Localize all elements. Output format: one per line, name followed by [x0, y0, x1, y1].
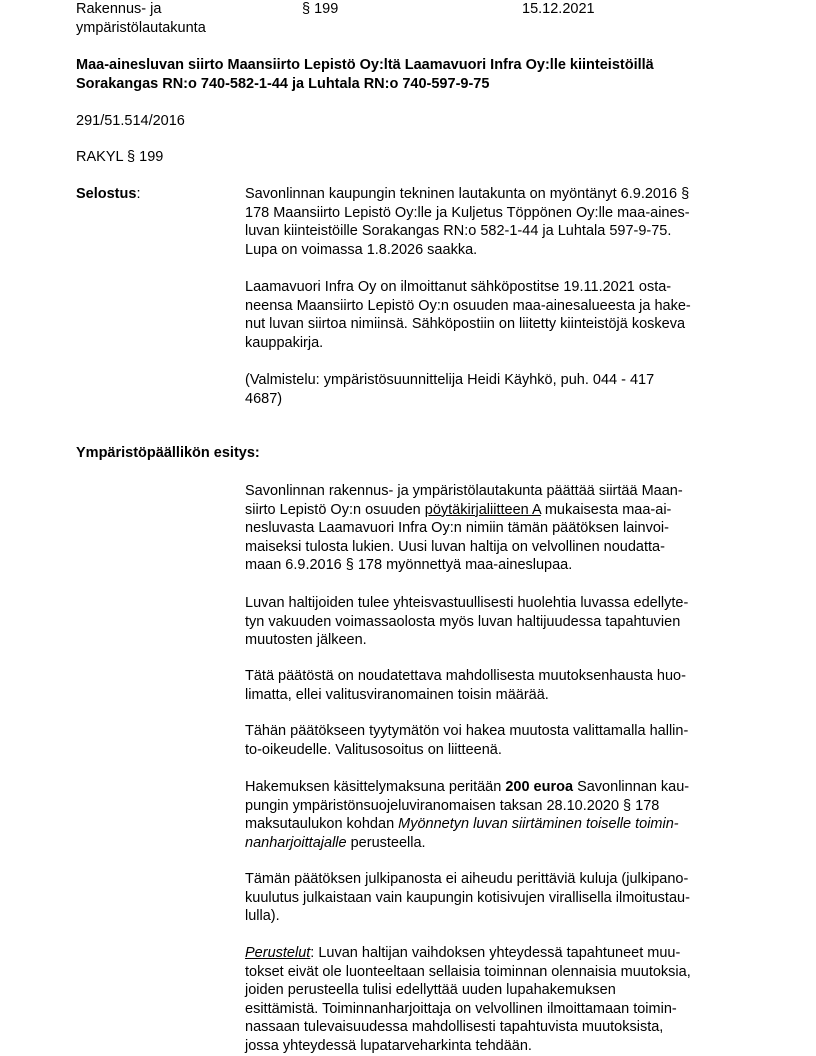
title-line2: Sorakangas RN:o 740-582-1-44 ja Luhtala RN:o 740-597-9-75 [76, 75, 490, 92]
selostus-paragraph-3: (Valmistelu: ympäristösuunnittelija Heidi Käyhkö, puh. 044 - 417 4687) [245, 372, 655, 407]
record-number: 291/51.514/2016 [76, 113, 185, 129]
esitys-paragraph-7: Perustelut: Luvan haltijan vaihdoksen yhteydessä tapahtuneet muu- tokset eivät ole luonteeltaan sellaisia toiminnan olennaisia muutoksia, joiden perusteella tulisi edellyttää uuden lupahakemuksen esittämistä. Toiminnanharjoittaja on velvollinen ilmoittamaan toimin- nassaan tulevaisuudessa mahdollisesti tapahtuvista muutoksista, jossa yhteydessä lupatarveharkinta tehdään. [245, 945, 691, 1054]
esitys-paragraph-1: Savonlinnan rakennus- ja ympäristölautakunta päättää siirtää Maan- siirto Lepistö Oy:n osuuden pöytäkirjaliitteen A mukaisesta maa-ai- nesluvasta Laamavuori Infra Oy:n nimiin tämän päätöksen lainvoi- maiseksi tulosta lukien. Uusi luvan haltija on velvollinen noudatta- maan 6.9.2016 § 178 myönnettyä maa-aineslupaa. [245, 483, 683, 574]
selostus-paragraph-2: Laamavuori Infra Oy on ilmoittanut sähköpostitse 19.11.2021 osta- neensa Maansiirto Lepistö Oy:n osuuden maa-ainesalueesta ja hake- nut luvan siirtoa nimiinsä. Sähköpostiin on liitetty kiinteistöjä koskeva kauppakirja. [245, 279, 691, 351]
rakyl-reference: RAKYL § 199 [76, 149, 164, 165]
selostus-paragraph-1: Savonlinnan kaupungin tekninen lautakunta on myöntänyt 6.9.2016 § 178 Maansiirto Lepistö Oy:lle ja Kuljetus Töppönen Oy:lle maa-aines- luvan kiinteistöille Sorakangas RN:o 582-1-44 ja Luhtala 597-9-75. Lupa on voimassa 1.8.2026 saakka. [245, 186, 690, 258]
esitys-paragraph-3: Tätä päätöstä on noudatettava mahdollisesta muutoksenhausta huo- limatta, ellei valitusviranomainen toisin määrää. [245, 668, 686, 703]
header-date: 15.12.2021 [522, 1, 595, 17]
fee-amount: 200 euroa [505, 779, 574, 795]
selostus-label: Selostus: [76, 186, 141, 202]
page-title [76, 56, 654, 93]
header-board [76, 0, 206, 37]
esitys-heading: Ympäristöpäällikön esitys: [76, 445, 260, 461]
perustelut-label: Perustelut [245, 945, 311, 961]
header-board-line2: ympäristölautakunta [76, 19, 206, 36]
attachment-a-link[interactable]: pöytäkirjaliitteen A [424, 501, 541, 518]
esitys-paragraph-4: Tähän päätökseen tyytymätön voi hakea muutosta valittamalla hallin- to-oikeudelle. Valitusosoitus on liitteenä. [245, 723, 689, 758]
title-line1: Maa-ainesluvan siirto Maansiirto Lepistö Oy:ltä Laamavuori Infra Oy:lle kiinteistöillä [76, 57, 654, 73]
esitys-paragraph-2: Luvan haltijoiden tulee yhteisvastuullisesti huolehtia luvassa edellyte- tyn vakuuden voimassaolosta myös luvan haltijuudessa tapahtuvien muutosten jälkeen. [245, 595, 689, 649]
header-section: § 199 [302, 1, 339, 17]
header-board-line1: Rakennus- ja [76, 1, 162, 17]
esitys-paragraph-6: Tämän päätöksen julkipanosta ei aiheudu perittäviä kuluja (julkipano- kuulutus julkaistaan vain kaupungin kotisivujen virallisella ilmoitustau- lulla). [245, 871, 690, 925]
esitys-paragraph-5: Hakemuksen käsittelymaksuna peritään 200 euroa Savonlinnan kau- pungin ympäristönsuojeluviranomaisen taksan 28.10.2020 § 178 maksutaulukon kohdan Myönnetyn luvan siirtäminen toiselle toimin- nanharjoittajalle perusteella. [245, 779, 690, 851]
